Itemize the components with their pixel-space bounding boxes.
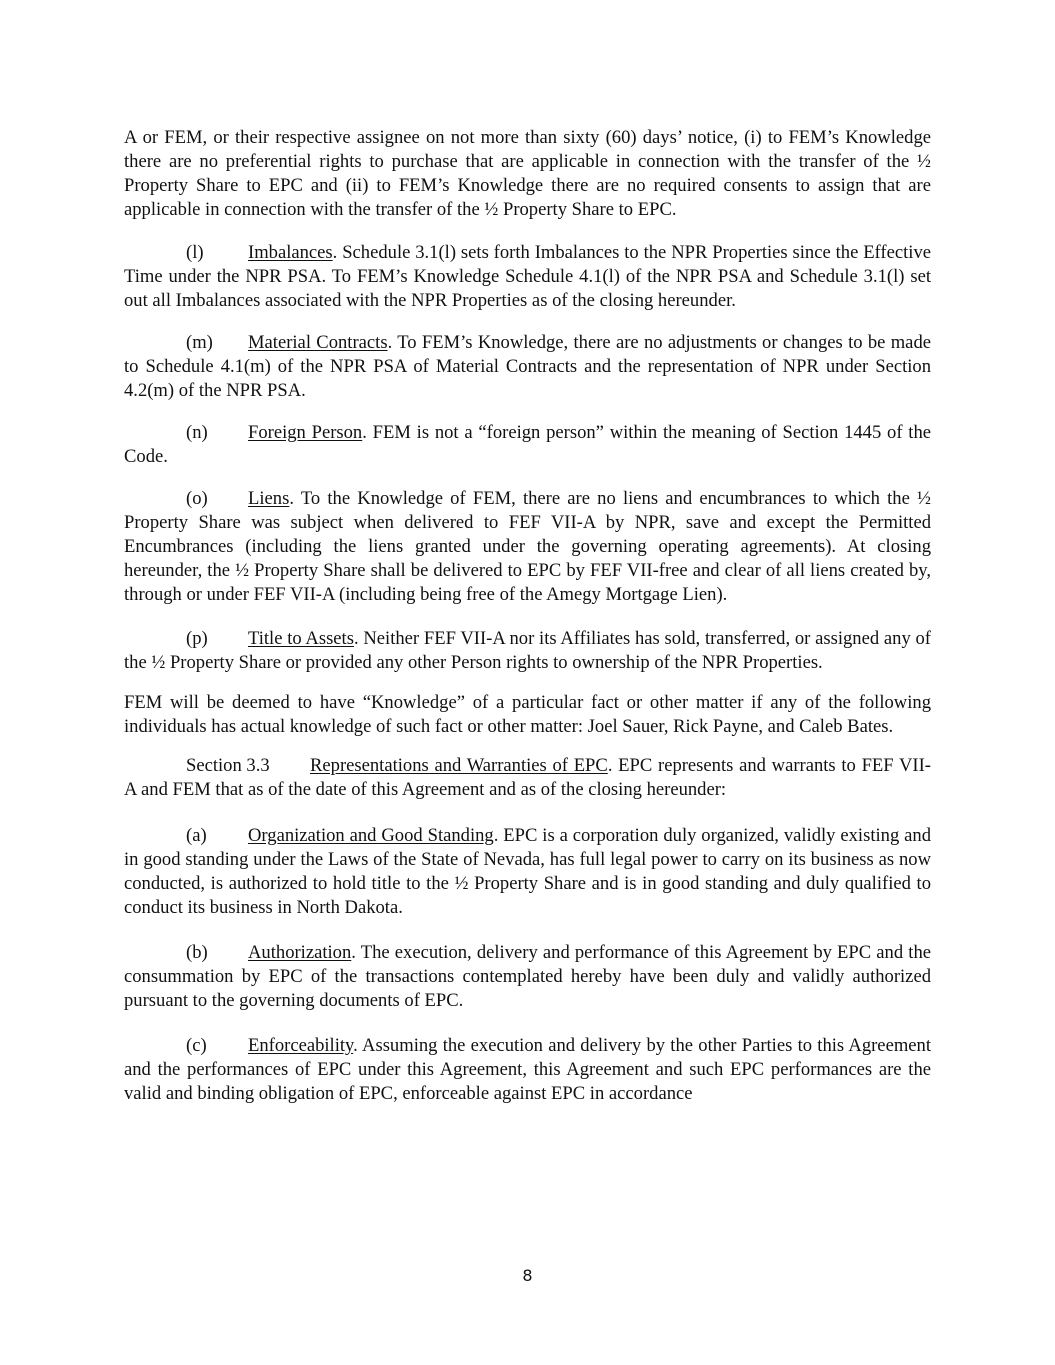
paragraph-authorization <box>124 941 931 1013</box>
item-heading: Organization and Good Standing <box>248 825 494 846</box>
item-text: . FEM is not a “foreign person” within the meaning of Section 1445 of the Code. <box>124 422 931 467</box>
item-heading: Liens <box>248 488 290 509</box>
paragraph-material-contracts <box>124 331 931 403</box>
page-number: 8 <box>522 1266 533 1285</box>
paragraph-title-to-assets <box>124 627 931 675</box>
item-heading: Foreign Person <box>248 422 363 443</box>
paragraph-enforceability <box>124 1034 931 1106</box>
paragraph-imbalances <box>124 241 931 313</box>
item-heading: Authorization <box>248 942 352 963</box>
item-label: (b) <box>186 942 208 963</box>
item-text: . Schedule 3.1(l) sets forth Imbalances to the NPR Properties since the Effective Time under the NPR PSA. To FEM’s Knowledge Schedule 4.1(l) of the NPR PSA and Schedule 3.1(l) set out all Imbalances associated with the NPR Properties as of the closing hereunder. <box>124 242 931 311</box>
paragraph-foreign-person <box>124 421 931 469</box>
item-label: (c) <box>186 1035 207 1056</box>
item-heading: Title to Assets <box>248 628 354 649</box>
document-body <box>124 126 931 1106</box>
item-text: . EPC is a corporation duly organized, validly existing and in good standing under the Laws of the State of Nevada, has full legal power to carry on its business as now conducted, is authorized to hold title to the ½ Property Share and is in good standing and duly qualified to conduct its business in North Dakota. <box>124 825 931 918</box>
item-text: . To the Knowledge of FEM, there are no liens and encumbrances to which the ½ Property Share was subject when delivered to FEF VII-A by NPR, save and except the Permitted Encumbrances (including the liens granted under the governing operating agreements). At closing hereunder, the ½ Property Share shall be delivered to EPC by FEF VII-free and clear of all liens created by, through or under FEF VII-A (including being free of the Amegy Mortgage Lien). <box>124 488 931 605</box>
section-label: Section 3.3 <box>186 755 270 776</box>
paragraph-knowledge-definition: FEM will be deemed to have “Knowledge” of a particular fact or other matter if any of the following individuals has actual knowledge of such fact or other matter: Joel Sauer, Rick Payne, and Caleb Bates. <box>124 692 931 737</box>
paragraph-liens <box>124 487 931 607</box>
item-text: . Neither FEF VII-A nor its Affiliates has sold, transferred, or assigned any of the ½ Property Share or provided any other Person rights to ownership of the NPR Properties. <box>124 628 931 673</box>
paragraph-organization <box>124 824 931 920</box>
item-label: (p) <box>186 628 208 649</box>
item-heading: Imbalances <box>248 242 333 263</box>
item-heading: Enforceability <box>248 1035 354 1056</box>
item-label: (l) <box>186 242 204 263</box>
item-text: . The execution, delivery and performance of this Agreement by EPC and the consummation by EPC of the transactions contemplated hereby have been duly and validly authorized pursuant to the governing documents of EPC. <box>124 942 931 1011</box>
item-label: (a) <box>186 825 207 846</box>
section-text: . EPC represents and warrants to FEF VII-A and FEM that as of the date of this Agreement and as of the closing hereunder: <box>124 755 931 800</box>
section-title: Representations and Warranties of EPC <box>310 755 608 776</box>
item-text: . To FEM’s Knowledge, there are no adjustments or changes to be made to Schedule 4.1(m) of the NPR PSA of Material Contracts and the representation of NPR under Section 4.2(m) of the NPR PSA. <box>124 332 931 401</box>
item-label: (n) <box>186 422 208 443</box>
item-text: . Assuming the execution and delivery by the other Parties to this Agreement and the performances of EPC under this Agreement, this Agreement and such EPC performances are the valid and binding obligation of EPC, enforceable against EPC in accordance <box>124 1035 931 1104</box>
paragraph-continuation: A or FEM, or their respective assignee on not more than sixty (60) days’ notice, (i) to FEM’s Knowledge there are no preferential rights to purchase that are applicable in connection with the transfer of the ½ Property Share to EPC and (ii) to FEM’s Knowledge there are no required consents to assign that are applicable in connection with the transfer of the ½ Property Share to EPC. <box>124 127 931 220</box>
item-heading: Material Contracts <box>248 332 388 353</box>
section-3-3-heading <box>124 754 931 802</box>
item-label: (o) <box>186 488 208 509</box>
item-label: (m) <box>186 332 213 353</box>
